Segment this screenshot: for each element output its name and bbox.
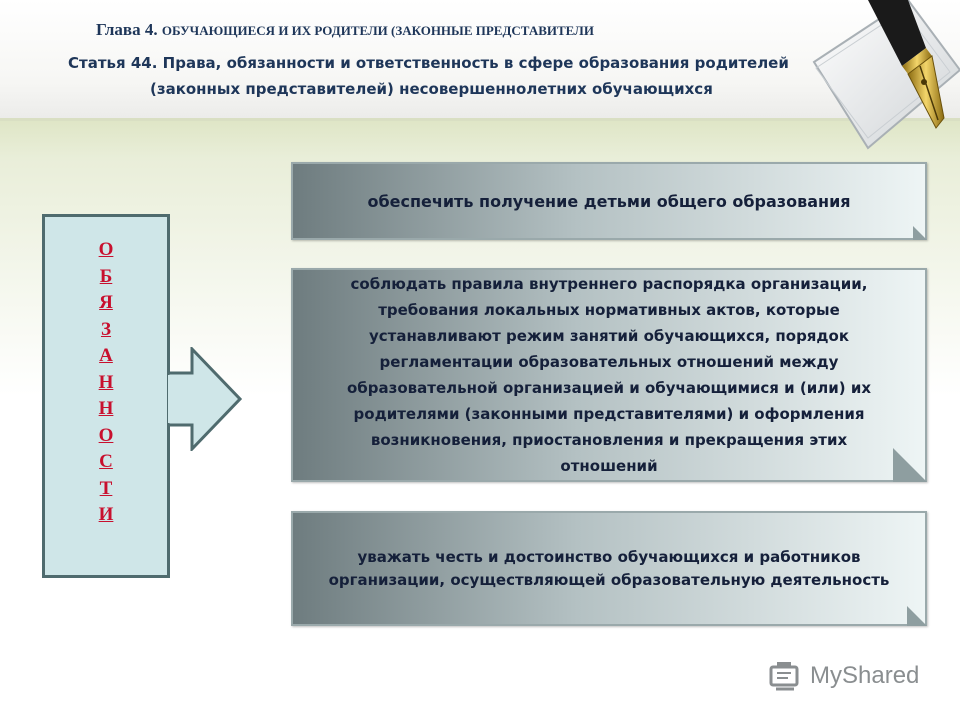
article-title-line1: Статья 44. Права, обязанности и ответственность в сфере образования родителей (68, 54, 789, 72)
chapter-prefix: Глава 4. (96, 20, 158, 39)
letter: Т (99, 477, 113, 499)
letter: О (98, 239, 114, 260)
page-curl (893, 448, 927, 482)
chapter-title (96, 20, 594, 40)
page-curl (913, 226, 927, 240)
fountain-pen-icon (808, 0, 960, 150)
letter: З (100, 318, 112, 340)
article-title-line2: (законных представителей) несовершеннолетних обучающихся (150, 80, 713, 98)
watermark-logo (768, 656, 919, 696)
letter: О (98, 424, 114, 446)
chapter-caps: ОБУЧАЮЩИЕСЯ И ИХ РОДИТЕЛИ (ЗАКОННЫЕ ПРЕДСТАВИТЕЛИ (161, 23, 594, 38)
duty-text-1: обеспечить получение детьми общего образования (367, 191, 851, 211)
watermark-text: MyShared (810, 662, 920, 689)
duty-card-1 (291, 162, 927, 240)
letter: И (98, 504, 114, 525)
letter: Я (99, 292, 113, 313)
duties-panel (42, 214, 170, 578)
page-curl (907, 606, 927, 626)
letter: А (99, 345, 113, 366)
letter: Н (98, 371, 114, 393)
letter: Б (99, 265, 113, 287)
letter: Н (98, 398, 114, 419)
right-arrow-icon (168, 347, 242, 451)
duty-text-3: уважать честь и достоинство обучающихся и работников организации, осуществляющей образовательную деятельность (328, 547, 890, 589)
letter: С (99, 451, 113, 472)
myshared-logo-icon (768, 659, 802, 693)
duty-card-3 (291, 511, 927, 626)
duty-text-2: соблюдать правила внутреннего распорядка организации, требования локальных нормативных актов, которые устанавливают режим занятий обучающихся, порядок регламентации образовательных отношений между образовательной организацией и обучающимися и (или) их родителями (законными представителями) и оформления возникновения, приостановления и прекращения этих отношений (346, 275, 872, 475)
duties-vertical-word (45, 237, 167, 529)
duty-card-2 (291, 268, 927, 482)
